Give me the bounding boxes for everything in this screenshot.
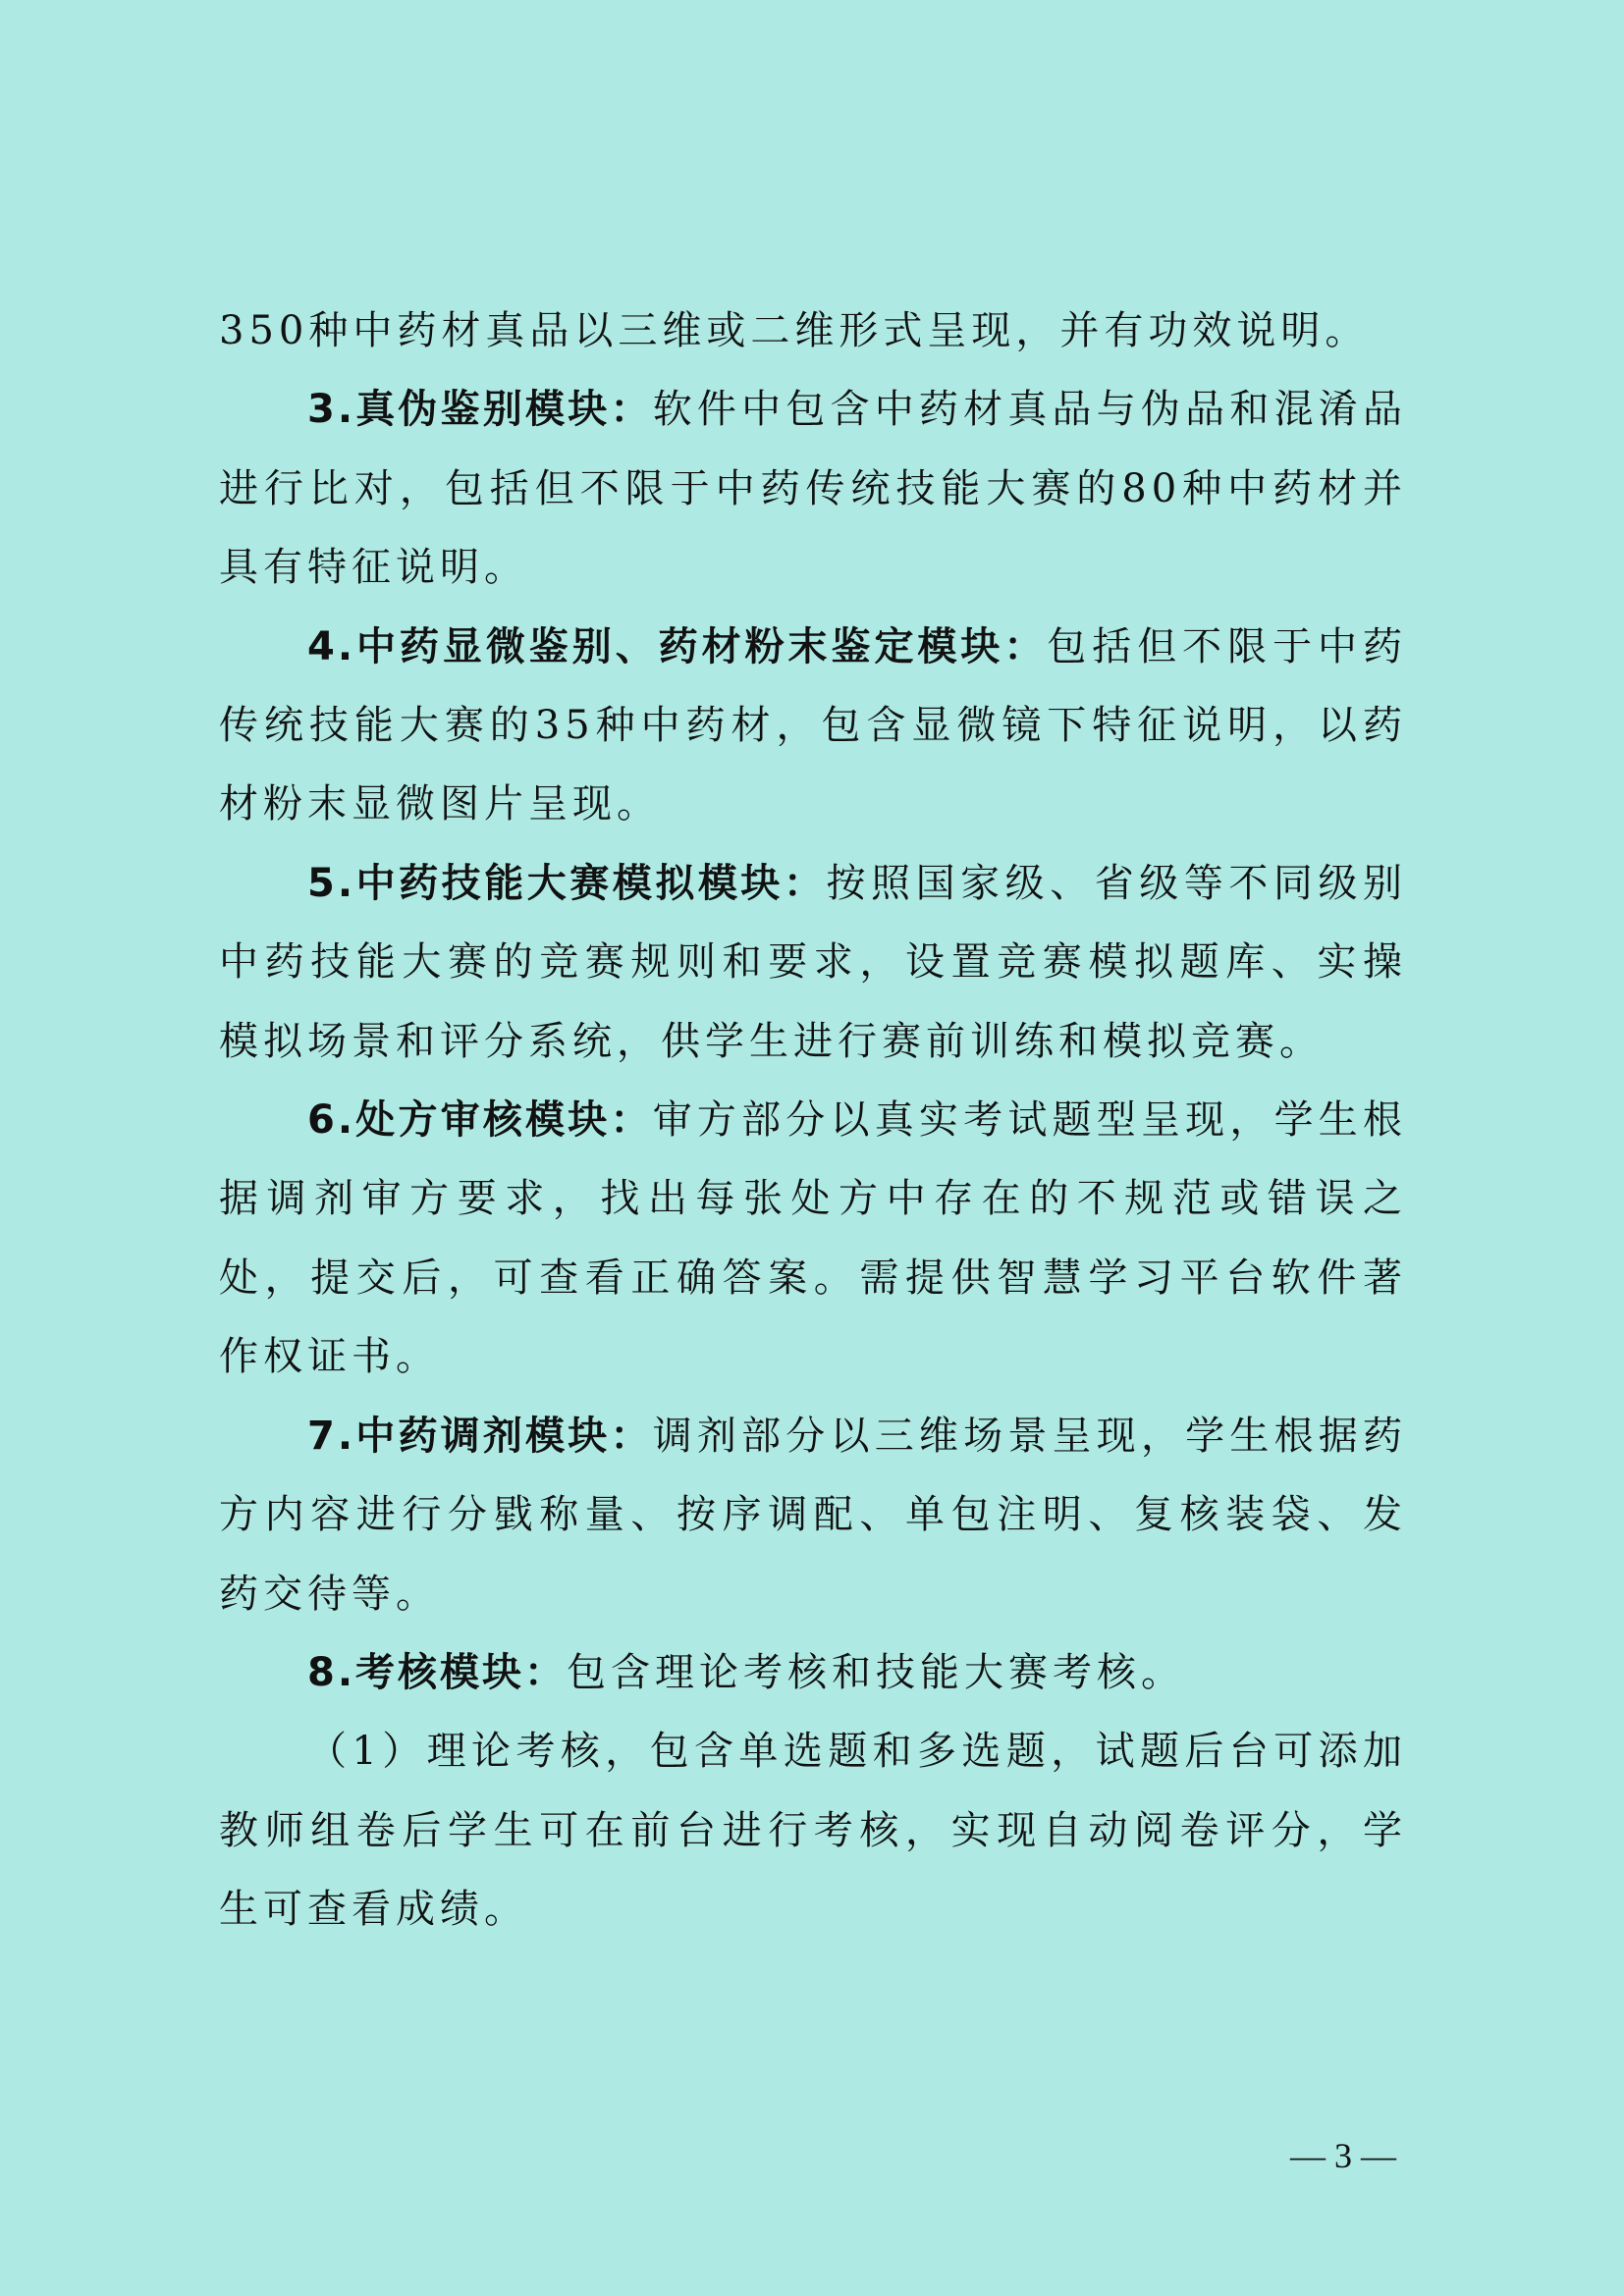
paragraph-assessment-module: [219, 1633, 1407, 1712]
section-heading: 7.中药调剂模块：: [307, 1413, 653, 1459]
section-heading: 6.处方审核模块：: [307, 1097, 653, 1144]
paragraph-text: 调剂部分以三维场景呈现，学生根据药方内容进行分戥称量、按序调配、单包注明、复核装袋、发药交待等。: [219, 1413, 1407, 1617]
paragraph-text: 包含理论考核和技能大赛考核。: [567, 1649, 1186, 1695]
paragraph-continuation: [219, 292, 1407, 370]
document-body: [219, 292, 1407, 1949]
paragraph-authenticity-module: [219, 370, 1407, 607]
paragraph-text: 350种中药材真品以三维或二维形式呈现，并有功效说明。: [219, 308, 1370, 353]
section-heading: 8.考核模块：: [307, 1649, 568, 1695]
paragraph-dispensing-module: [219, 1397, 1407, 1633]
section-heading: 4.中药显微鉴别、药材粉末鉴定模块：: [307, 623, 1048, 669]
paragraph-microscopy-module: [219, 608, 1407, 844]
paragraph-competition-module: [219, 844, 1407, 1081]
paragraph-theory-assessment: [219, 1712, 1407, 1949]
section-heading: 5.中药技能大赛模拟模块：: [307, 860, 827, 906]
paragraph-text: 软件中包含中药材真品与伪品和混淆品进行比对，包括但不限于中药传统技能大赛的80种中药材并具有特征说明。: [219, 387, 1407, 591]
paragraph-text: （1）理论考核，包含单选题和多选题，试题后台可添加教师组卷后学生可在前台进行考核，实现自动阅卷评分，学生可查看成绩。: [219, 1729, 1407, 1933]
paragraph-text: 包括但不限于中药传统技能大赛的35种中药材，包含显微镜下特征说明，以药材粉末显微图片呈现。: [219, 623, 1407, 828]
page-number: — 3 —: [1290, 2136, 1396, 2175]
paragraph-text: 审方部分以真实考试题型呈现，学生根据调剂审方要求，找出每张处方中存在的不规范或错误之处，提交后，可查看正确答案。需提供智慧学习平台软件著作权证书。: [219, 1097, 1407, 1380]
section-heading: 3.真伪鉴别模块：: [307, 387, 653, 433]
paragraph-text: 按照国家级、省级等不同级别中药技能大赛的竞赛规则和要求，设置竞赛模拟题库、实操模拟场景和评分系统，供学生进行赛前训练和模拟竞赛。: [219, 860, 1407, 1064]
paragraph-prescription-review-module: [219, 1081, 1407, 1397]
